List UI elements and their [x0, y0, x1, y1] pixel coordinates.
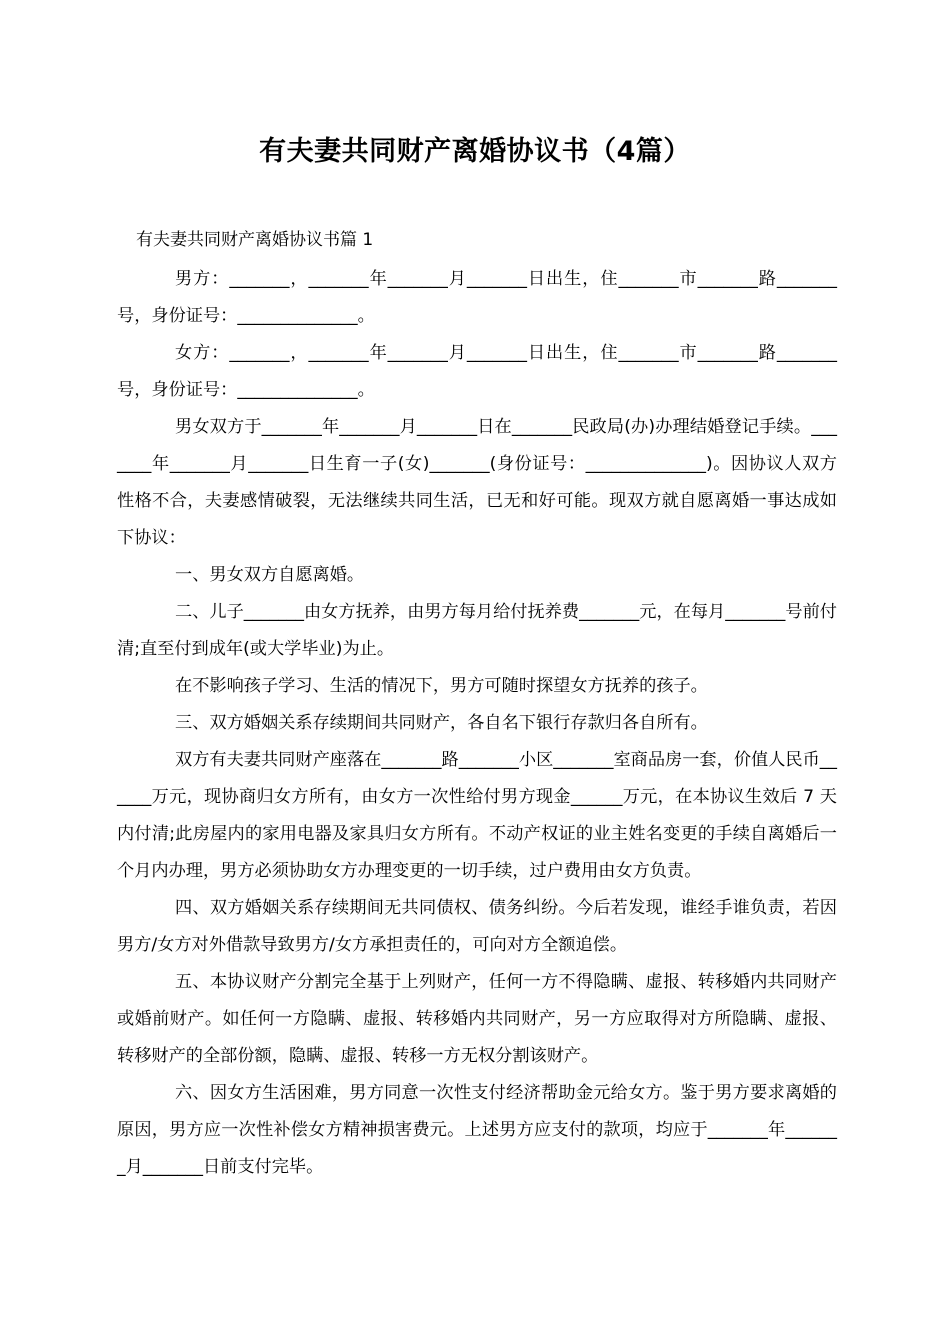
agreement-body — [117, 261, 837, 1186]
paragraph-husband-info: 男方：_______，_______年_______月_______日出生，住_______市_______路_______号，身份证号：______________。 — [117, 269, 837, 326]
paragraph-clause-6: 六、因女方生活困难，男方同意一次性支付经济帮助金元给女方。鉴于男方要求离婚的原因，男方应一次性补偿女方精神损害费元。上述男方应支付的款项，均应于_______年_______月_______日前支付完毕。 — [117, 1083, 837, 1177]
paragraph-clause-3: 三、双方婚姻关系存续期间共同财产，各自名下银行存款归各自所有。 — [175, 713, 708, 733]
paragraph-visitation: 在不影响孩子学习、生活的情况下，男方可随时探望女方抚养的孩子。 — [175, 676, 708, 696]
paragraph-clause-1: 一、男女双方自愿离婚。 — [175, 565, 365, 585]
paragraph-clause-2: 二、儿子_______由女方抚养，由男方每月给付抚养费_______元，在每月_______号前付清;直至付到成年(或大学毕业)为止。 — [117, 602, 837, 659]
document-title: 有夫妻共同财产离婚协议书（4篇） — [259, 136, 691, 167]
paragraph-clause-5: 五、本协议财产分割完全基于上列财产，任何一方不得隐瞒、虚报、转移婚内共同财产或婚前财产。如任何一方隐瞒、虚报、转移婚内共同财产，另一方应取得对方所隐瞒、虚报、转移财产的全部份额，隐瞒、虚报、转移一方无权分割该财产。 — [117, 972, 837, 1066]
paragraph-marriage-background: 男女双方于_______年_______月_______日在_______民政局(办)办理结婚登记手续。_______年_______月_______日生育一子(女)_______(身份证号：______________)。因协议人双方性格不合，夫妻感情破裂，无法继续共同生活，已无和好可能。现双方就自愿离婚一事达成如下协议： — [117, 417, 837, 548]
paragraph-property: 双方有夫妻共同财产座落在_______路_______小区_______室商品房一套，价值人民币______万元，现协商归女方所有，由女方一次性给付男方现金______万元，在本协议生效后 7 天内付清;此房屋内的家用电器及家具归女方所有。不动产权证的业主姓名变更的手续自离婚后一个月内办理，男方必须协助女方办理变更的一切手续，过户费用由女方负责。 — [117, 750, 837, 881]
paragraph-wife-info: 女方：_______，_______年_______月_______日出生，住_______市_______路_______号，身份证号：______________。 — [117, 343, 837, 400]
section-heading: 有夫妻共同财产离婚协议书篇 1 — [136, 230, 374, 250]
paragraph-clause-4: 四、双方婚姻关系存续期间无共同债权、债务纠纷。今后若发现，谁经手谁负责，若因男方/女方对外借款导致男方/女方承担责任的，可向对方全额追偿。 — [117, 898, 837, 955]
